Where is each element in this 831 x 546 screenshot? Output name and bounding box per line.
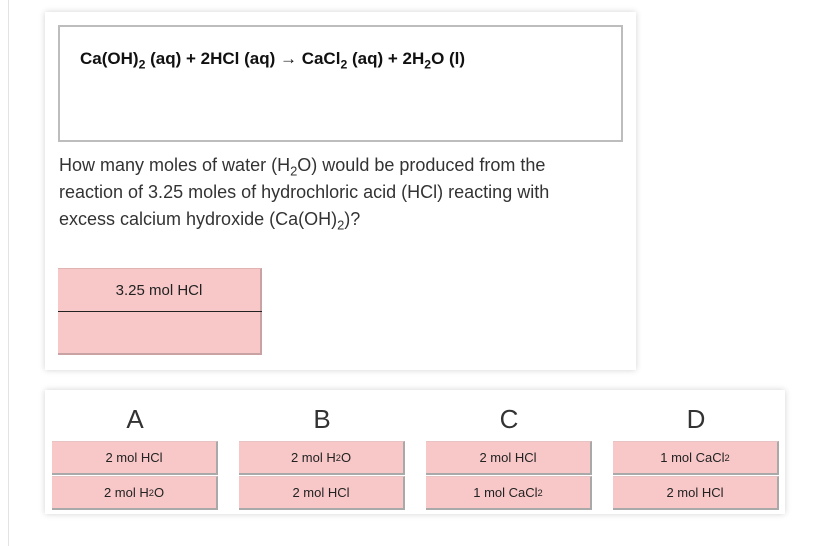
option-b[interactable] (239, 390, 405, 514)
equation-subscript: 2 (340, 57, 348, 72)
option-letter: C (499, 404, 519, 434)
option-letter: A (126, 404, 144, 434)
tile-text: 1 mol CaCl (473, 485, 538, 500)
answer-drop-slot[interactable] (58, 312, 262, 355)
option-denominator-tile[interactable] (613, 476, 779, 510)
question-prompt (59, 152, 579, 233)
tile-text: O (153, 485, 165, 500)
prompt-text: )? (344, 209, 361, 229)
equation-subscript: 2 (424, 57, 432, 72)
question-card (45, 12, 636, 370)
option-denominator-tile[interactable]: 1 mol CaCl 2 (426, 476, 592, 510)
tile-text: 2 mol HCl (292, 485, 350, 500)
tile-text: 2 mol HCl (666, 485, 724, 500)
option-numerator-tile[interactable]: 1 mol CaCl 2 (613, 441, 779, 475)
option-letter: D (686, 404, 706, 434)
tile-text: 1 mol CaCl (660, 450, 725, 465)
given-conversion-fraction (58, 268, 262, 354)
answer-options-card (45, 390, 785, 514)
tile-text: O (340, 450, 352, 465)
equation-box (58, 25, 623, 142)
tile-text: 2 mol HCl (105, 450, 163, 465)
tile-text: 2 mol H (290, 450, 336, 465)
option-numerator-tile[interactable] (52, 441, 218, 475)
prompt-subscript: 2 (290, 163, 298, 179)
prompt-subscript: 2 (337, 217, 345, 233)
option-denominator-tile[interactable]: 2 mol H 2 O (52, 476, 218, 510)
page-divider (8, 0, 9, 546)
option-a[interactable] (52, 390, 218, 514)
option-c[interactable] (426, 390, 592, 514)
prompt-text: How many moles of water (H (59, 155, 291, 175)
option-denominator-tile[interactable] (239, 476, 405, 510)
option-numerator-tile[interactable]: 2 mol H 2 O (239, 441, 405, 475)
equation-text: (aq) + 2HCl (aq) → CaCl (145, 49, 341, 68)
equation-text: Ca(OH) (80, 49, 139, 68)
option-letter: B (313, 404, 331, 434)
equation-text: (aq) + 2H (347, 49, 425, 68)
prompt-text: O) would be produced from the reaction of 3.25 moles of hydrochloric acid (HCl) reacting with excess calcium hydroxide (Ca(OH) (59, 155, 550, 229)
option-numerator-tile[interactable] (426, 441, 592, 475)
equation-subscript: 2 (138, 57, 146, 72)
option-d[interactable] (613, 390, 779, 514)
chemical-equation (80, 49, 466, 72)
tile-text: 2 mol HCl (479, 450, 537, 465)
tile-text: 2 mol H (103, 485, 149, 500)
equation-text: O (l) (431, 49, 466, 68)
given-numerator-tile: 3.25 mol HCl (58, 268, 262, 311)
